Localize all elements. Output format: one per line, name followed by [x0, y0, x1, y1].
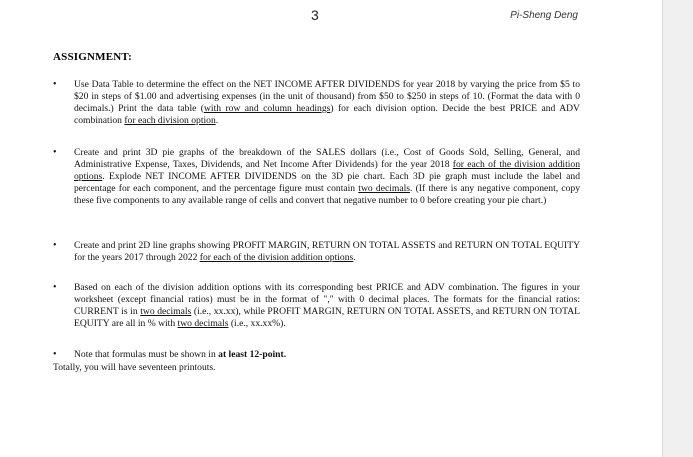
underlined-text: two decimals	[140, 306, 192, 318]
viewer-sidebar	[662, 0, 693, 457]
bold-text: at least 12-point.	[218, 349, 287, 360]
item-text: Create and print 3D pie graphs of the breakdown of the SALES dollars (i.e., Cost of Goods Sold, Selling, General, and Administrative Expense, Taxes, Dividends, and Net Income After Dividends) for the year 2018 for each of the division addition options. Explode NET INCOME AFTER DIVIDENDS on the 3D pie chart. Each 3D pie graph must include the label and percentage for each component, and the percentage figure must contain two decimals. (If there is any negative component, copy these five components to any available range of cells and convert that negative number to 0 before creating your pie chart.)	[74, 147, 581, 207]
underlined-text: two decimals	[358, 183, 410, 195]
page-number: 3	[311, 7, 319, 23]
underlined-text: for each of the division addition options	[199, 252, 354, 264]
item-text: Based on each of the division addition options with its corresponding best PRICE and ADV combination. The figures in your worksheet (except financial ratios) must be in the format of "," with 0 decimal places. The formats for the financial ratios: CURRENT is in two decimals (i.e., xx.xx), while PROFIT MARGIN, RETURN ON TOTAL ASSETS, and RETURN ON TOTAL EQUITY are all in % with two decimals (i.e., xx.xx%).	[74, 282, 580, 330]
underlined-text: two decimals	[177, 318, 229, 330]
author-name: Pi-Sheng Deng	[510, 10, 578, 21]
item-text: Use Data Table to determine the effect on the NET INCOME AFTER DIVIDENDS for year 2018 by varying the price from $5 to $20 in steps of $1.00 and advertising expenses (in the unit of thousand) from $50 to $250 in steps of 10. (Format the data with 0 decimals.) Print the data table (with row and column headings) for each division option. Decide the best PRICE and ADV combination for each division option.	[74, 79, 580, 127]
item-text: Note that formulas must be shown in at least 12-point.	[74, 349, 287, 360]
underlined-text: with row and column headings	[203, 103, 331, 115]
assignment-item-line-graphs	[53, 240, 580, 264]
bullet-icon: •	[53, 240, 57, 251]
bullet-icon: •	[53, 349, 57, 360]
assignment-item-worksheet-format	[53, 282, 580, 330]
bullet-icon: •	[53, 79, 57, 90]
assignment-heading: ASSIGNMENT:	[53, 51, 133, 63]
assignment-item-pie-graphs	[53, 147, 580, 207]
bullet-icon: •	[53, 147, 57, 158]
underlined-text: for each division option	[124, 115, 216, 127]
assignment-item-formulas-note	[53, 349, 580, 361]
closing-line: Totally, you will have seventeen printouts.	[53, 362, 216, 373]
assignment-item-data-table	[53, 79, 580, 127]
bullet-icon: •	[53, 282, 57, 293]
underlined-text: for each of the division addition options	[74, 159, 580, 183]
item-text: Create and print 2D line graphs showing PROFIT MARGIN, RETURN ON TOTAL ASSETS and RETURN ON TOTAL EQUITY for the years 2017 through 2022 for each of the division addition options.	[74, 240, 580, 264]
